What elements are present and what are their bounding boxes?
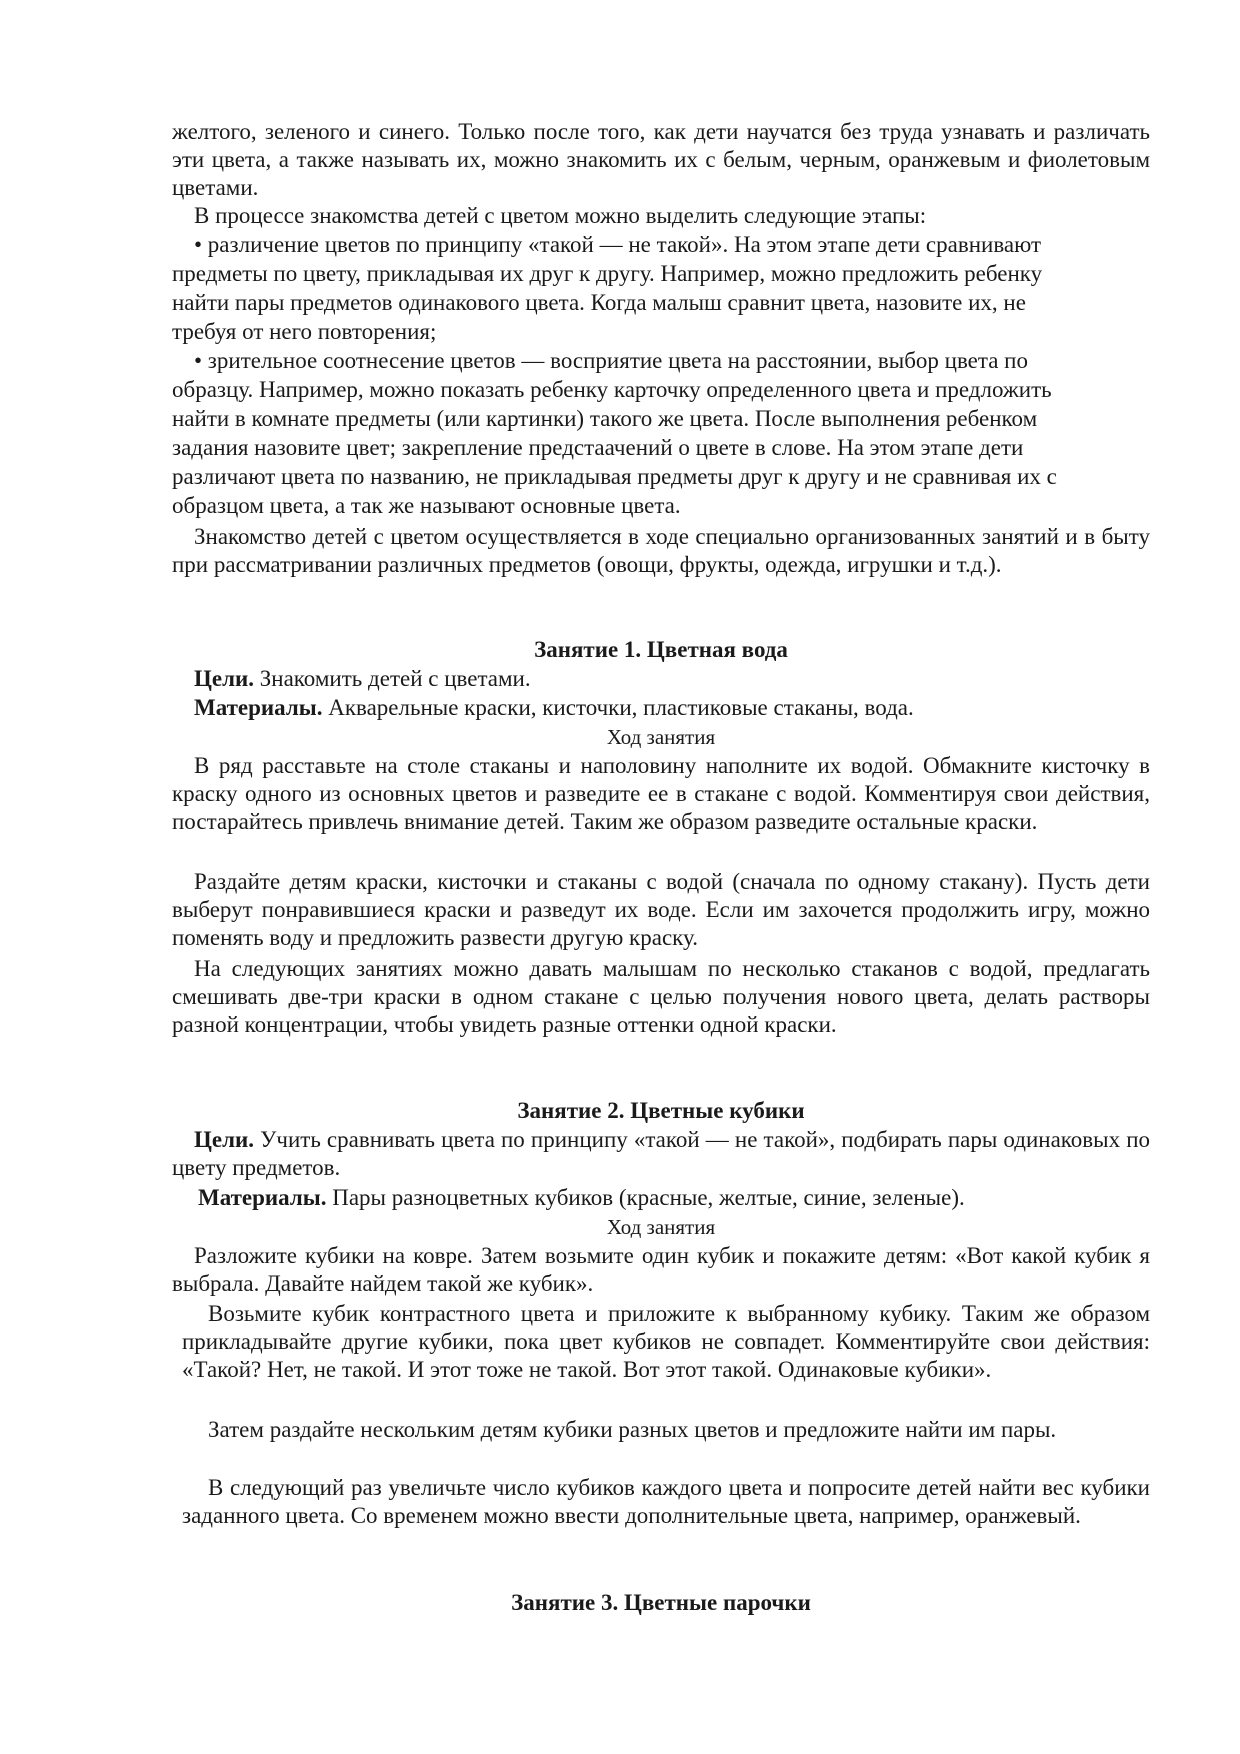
goals-text: Учить сравнивать цвета по принципу «такой — не такой», подбирать пары одинаковых по цвету предметов. — [172, 1127, 1150, 1180]
lesson-2-paragraph-1: Разложите кубики на ковре. Затем возьмите один кубик и покажите детям: «Вот какой кубик я выбрала. Давайте найдем такой же кубик». — [172, 1243, 1150, 1296]
bullet-2-line-5: различают цвета по названию, не прикладывая предметы друг к другу и не сравнивая их с — [172, 464, 1057, 489]
lesson-1-paragraph-3: На следующих занятиях можно давать малышам по несколько стаканов с водой, предлагать смешивать две-три краски в одном стакане с целью получения нового цвета, делать растворы разной концентрации, чтобы увидеть разные оттенки одной краски. — [172, 956, 1150, 1037]
goals-text: Знакомить детей с цветами. — [254, 666, 531, 691]
lesson-1-paragraph-1: В ряд расставьте на столе стаканы и наполовину наполните их водой. Обмакните кисточку в краску одного из основных цветов и разведите ее в стакане с водой. Комментируя свои действия, постарайтесь привлечь внимание детей. Таким же образом разведите остальные краски. — [172, 753, 1150, 834]
lesson-2-paragraph-4: В следующий раз увеличьте число кубиков каждого цвета и попросите детей найти вес кубики заданного цвета. Со временем можно ввести дополнительные цвета, например, оранжевый. — [182, 1475, 1150, 1528]
bullet-1-line-1: • различение цветов по принципу «такой — не такой». На этом этапе дети сравнивают — [194, 232, 1042, 257]
bullet-1-line-3: найти пары предметов одинакового цвета. Когда малыш сравнит цвета, назовите их, не — [172, 290, 1026, 315]
materials-label: Материалы. — [194, 695, 323, 720]
goals-label: Цели. — [194, 666, 255, 691]
lesson-3-title: Занятие 3. Цветные парочки — [511, 1590, 811, 1615]
bullet-2-line-3: найти в комнате предметы (или картинки) такого же цвета. После выполнения ребенком — [172, 406, 1038, 431]
lesson-1-materials — [194, 694, 914, 722]
lesson-1-course-label: Ход занятия — [606, 725, 716, 749]
intro-paragraph-1: желтого, зеленого и синего. Только после того, как дети научатся без труда узнавать и различать эти цвета, а также называть их, можно знакомить их с белым, черным, оранжевым и фиолетовым цветами. — [172, 119, 1150, 200]
materials-text: Акварельные краски, кисточки, пластиковые стаканы, вода. — [322, 695, 914, 720]
lesson-2-paragraph-2: Возьмите кубик контрастного цвета и приложите к выбранному кубику. Таким же образом прикладывайте другие кубики, пока цвет кубиков не совпадет. Комментируйте свои действия: «Такой? Нет, не такой. И этот тоже не такой. Вот этот такой. Одинаковые кубики». — [182, 1301, 1150, 1382]
lesson-1-title: Занятие 1. Цветная вода — [534, 637, 788, 662]
bullet-1-line-4: требуя от него повторения; — [172, 319, 437, 344]
materials-text: Пары разноцветных кубиков (красные, желтые, синие, зеленые). — [326, 1185, 965, 1210]
lesson-2-course-label: Ход занятия — [606, 1215, 716, 1239]
lesson-2-materials — [198, 1184, 965, 1212]
bullet-2-line-4: задания назовите цвет; закрепление предстаачений о цвете в слове. На этом этапе дети — [172, 435, 1024, 460]
bullet-1-line-2: предметы по цвету, прикладывая их друг к другу. Например, можно предложить ребенку — [172, 261, 1043, 286]
lesson-1-paragraph-2: Раздайте детям краски, кисточки и стаканы с водой (сначала по одному стакану). Пусть дети выберут понравившиеся краски и разведут их воде. Если им захочется продолжить игру, можно поменять воду и предложить развести другую краску. — [172, 869, 1150, 950]
intro-paragraph-2: В процессе знакомства детей с цветом можно выделить следующие этапы: — [194, 203, 927, 228]
lesson-2-goals — [172, 1126, 1150, 1182]
intro-paragraph-3: Знакомство детей с цветом осуществляется в ходе специально организованных занятий и в быту при рассматривании различных предметов (овощи, фрукты, одежда, игрушки и т.д.). — [172, 524, 1150, 577]
bullet-2-line-6: образцом цвета, а так же называют основные цвета. — [172, 493, 681, 518]
goals-label: Цели. — [194, 1127, 255, 1152]
lesson-2-paragraph-3: Затем раздайте нескольким детям кубики разных цветов и предложите найти им пары. — [208, 1417, 1057, 1442]
lesson-1-goals — [194, 665, 531, 693]
bullet-2-line-2: образцу. Например, можно показать ребенку карточку определенного цвета и предложить — [172, 377, 1052, 402]
lesson-2-title: Занятие 2. Цветные кубики — [517, 1098, 805, 1123]
materials-label: Материалы. — [198, 1185, 327, 1210]
bullet-2-line-1: • зрительное соотнесение цветов — восприятие цвета на расстоянии, выбор цвета по — [194, 348, 1028, 373]
